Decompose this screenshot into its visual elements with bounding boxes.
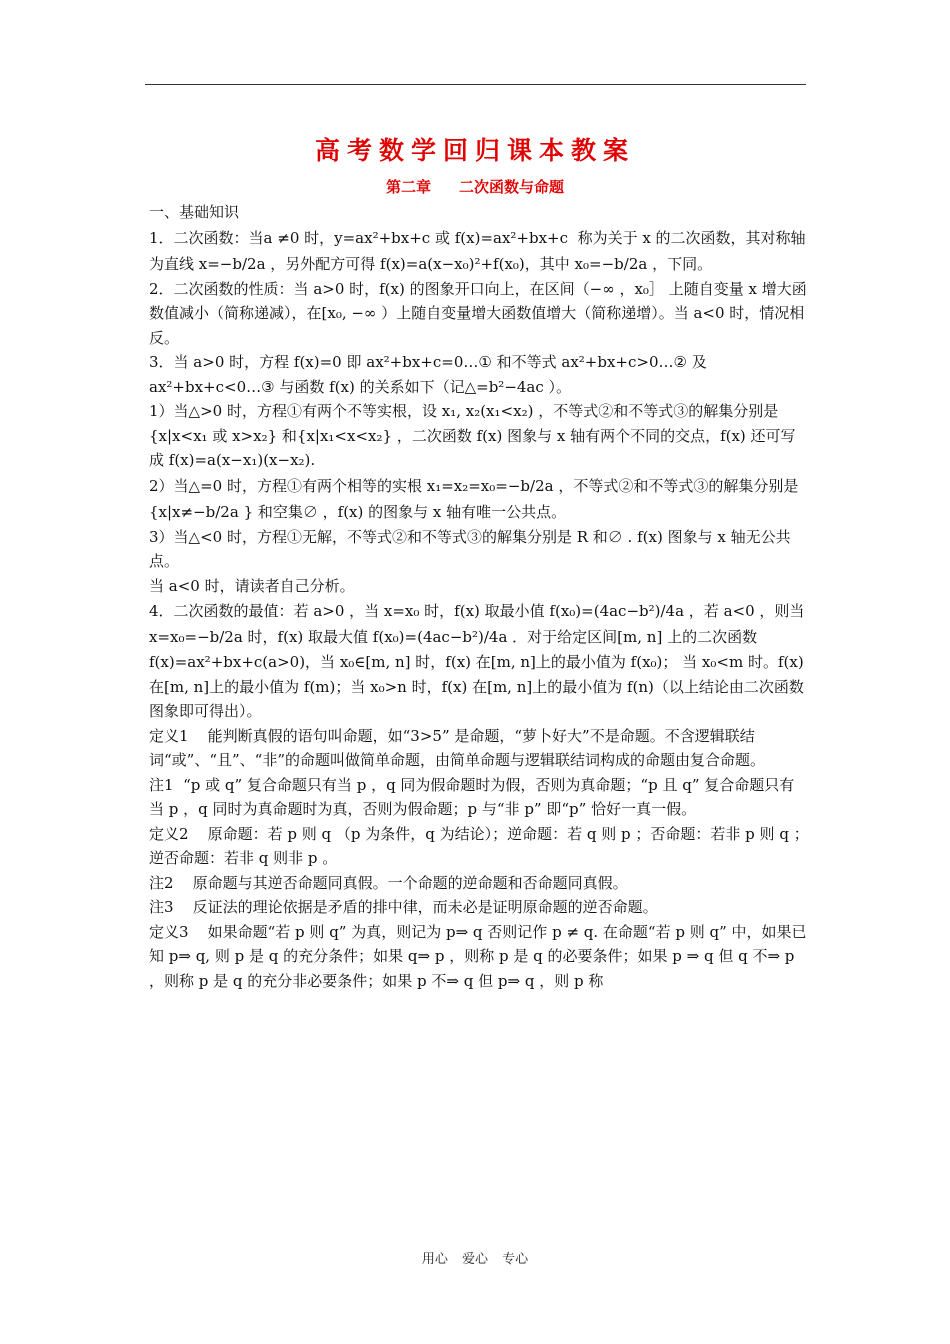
paragraph: 当 a<0 时，请读者自己分析。 [149, 576, 355, 595]
note-3: 注3 反证法的理论依据是矛盾的排中律，而未必是证明原命题的逆否命题。 [149, 898, 658, 916]
chapter-heading [0, 176, 950, 197]
paragraph: f(x)=ax²+bx+c(a>0)，当 x₀∈[m, n] 时，f(x) 在[m, n]上的最小值为 f(x₀)； 当 x₀<m 时。f(x) 在[m, n]上的最小值为 f(m)；当 x₀>n 时，f(x) 在[m, n]上的最小值为 f(n)（以上结论由二次函数图象即可得出）。 [149, 653, 809, 720]
page-title: 高考数学回归课本教案 [314, 136, 635, 165]
definition-1: 定义1 能判断真假的语句叫命题，如“3>5” 是命题，“萝卜好大”不是命题。不含逻辑联结词“或”、“且”、“非”的命题叫做简单命题，由简单命题与逻辑联结词构成的命题由复合命题。 [149, 726, 766, 769]
paragraph: 3．当 a>0 时，方程 f(x)=0 即 ax²+bx+c=0…① 和不等式 ax²+bx+c>0…② 及 ax²+bx+c<0…③ 与函数 f(x) 的关系如下（记△=b²−4ac ）。 [149, 353, 712, 396]
document-body [149, 200, 809, 993]
header-rule [145, 84, 806, 85]
section-heading: 一、基础知识 [149, 203, 240, 221]
paragraph: 1）当△>0 时，方程①有两个不等实根，设 x₁, x₂(x₁<x₂) ，不等式②和不等式③的解集分别是{x|x<x₁ 或 x>x₂} 和{x|x₁<x<x₂} ，二次函数 f(x) 图象与 x 轴有两个不同的交点，f(x) 还可写成 f(x)=a(x−x₁)(x−x₂). [149, 402, 796, 469]
paragraph: 4．二次函数的最值：若 a>0 ，当 x=x₀ 时，f(x) 取最小值 f(x₀)=(4ac−b²)/4a ，若 a<0 ，则当 x=x₀=−b/2a 时，f(x) 取最大值 f(x₀)=(4ac−b²)/4a ．对于给定区间[m, n] 上的二次函数 [149, 602, 810, 646]
note-2: 注2 原命题与其逆否命题同真假。一个命题的逆命题和否命题同真假。 [149, 873, 628, 892]
paragraph: 2．二次函数的性质：当 a>0 时，f(x) 的图象开口向上，在区间（−∞ ，x₀］ 上随自变量 x 增大函数值减小（简称递减），在[x₀, −∞ ）上随自变量增大函数值增大（简称递增）。当 a<0 时，情况相反。 [149, 279, 807, 347]
chapter-title: 二次函数与命题 [459, 178, 565, 196]
paragraph: 1．二次函数：当a ≠0 时，y=ax²+bx+c 或 f(x)=ax²+bx+c 称为关于 x 的二次函数，其对称轴为直线 x=−b/2a ，另外配方可得 f(x)=a(x−x₀)²+f(x₀)，其中 x₀=−b/2a ，下同。 [149, 228, 806, 273]
paragraph: 2）当△=0 时，方程①有两个相等的实根 x₁=x₂=x₀=−b/2a ，不等式②和不等式③的解集分别是{x|x≠−b/2a } 和空集∅ ，f(x) 的图象与 x 轴有唯一公共点。 [149, 476, 799, 521]
page-footer: 用心 爱心 专心 [421, 1252, 529, 1267]
note-1: 注1 “p 或 q” 复合命题只有当 p ，q 同为假命题时为假，否则为真命题；“p 且 q” 复合命题只有当 p ，q 同时为真命题时为真，否则为假命题；p 与“非 p” 即“p” 恰好一真一假。 [149, 775, 795, 818]
definition-3: 定义3 如果命题“若 p 则 q” 为真，则记为 p⇒ q 否则记作 p ≠ q. 在命题“若 p 则 q” 中，如果已知 p⇒ q, 则 p 是 q 的充分条件；如果 q⇒ p ，则称 p 是 q 的必要条件；如果 p ⇒ q 但 q 不⇒ p ，则称 p 是 q 的充分非必要条件；如果 p 不⇒ q 但 p⇒ q ，则 p 称 [149, 922, 807, 990]
definition-2: 定义2 原命题：若 p 则 q （p 为条件，q 为结论）；逆命题：若 q 则 p ；否命题：若非 p 则 q ；逆否命题：若非 q 则非 p 。 [149, 824, 809, 867]
chapter-number: 第二章 [385, 178, 431, 196]
paragraph: 3）当△<0 时，方程①无解，不等式②和不等式③的解集分别是 R 和∅ . f(x) 图象与 x 轴无公共点。 [149, 527, 791, 570]
